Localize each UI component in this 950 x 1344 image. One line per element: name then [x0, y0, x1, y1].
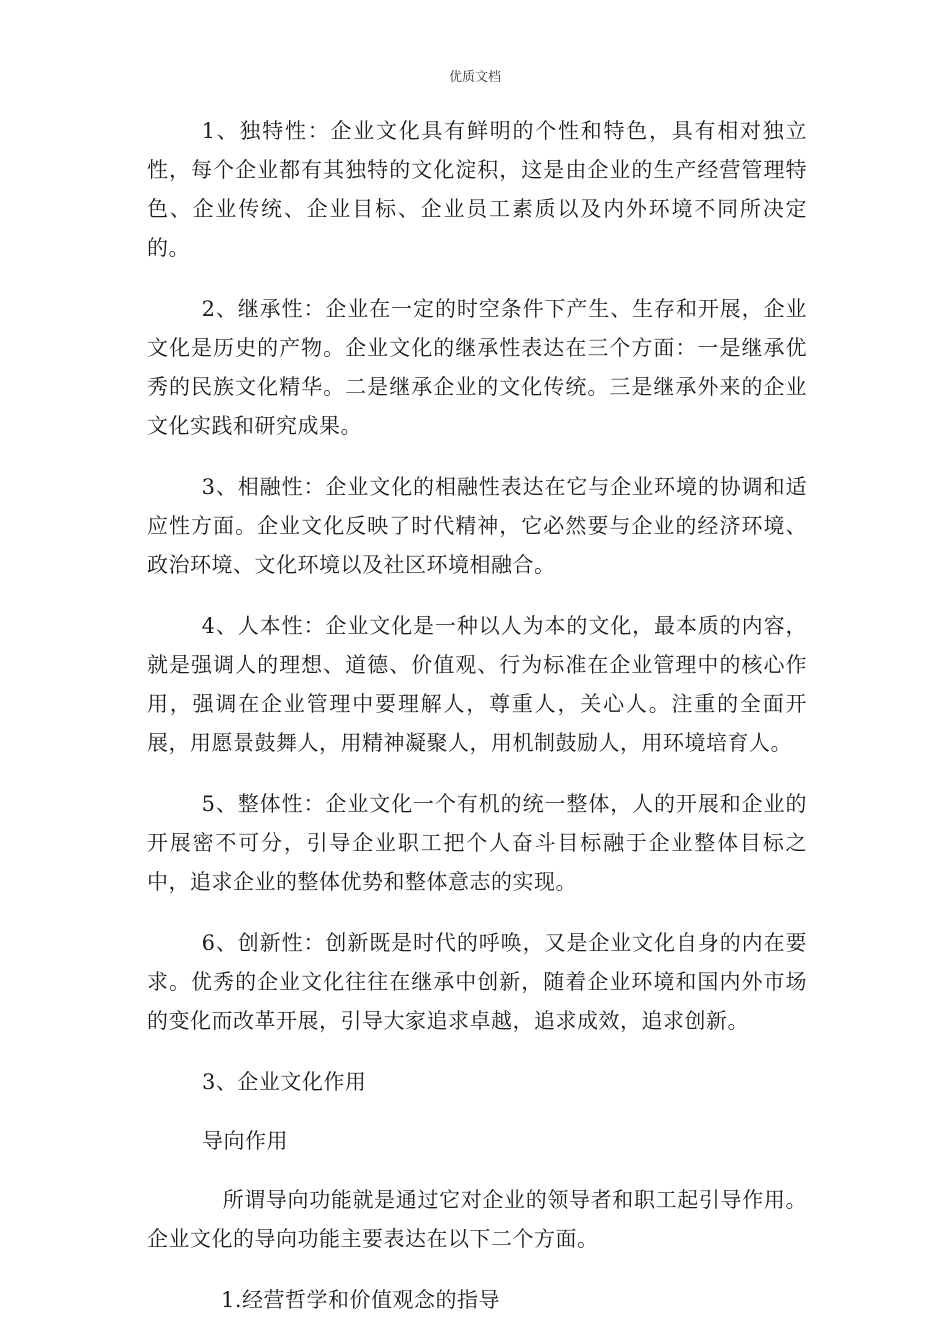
page-header: 优质文档 — [448, 70, 501, 85]
section-heading: 3、企业文化作用 — [202, 1070, 367, 1094]
list-item: 1.经营哲学和价值观念的指导 — [221, 1288, 501, 1312]
paragraph-humanism: 4、人本性：企业文化是一种以人为本的文化，最本质的内容，就是强调人的理想、道德、价值观、行为标准在企业管理中的核心作用，强调在企业管理中要理解人，尊重人，关心人。注重的全面开展，用愿景鼓舞人，用精神凝聚人，用机制鼓励人，用环境培育人。 — [147, 614, 807, 755]
document-body — [147, 112, 807, 1340]
paragraph-inheritance: 2、继承性：企业在一定的时空条件下产生、生存和开展，企业文化是历史的产物。企业文化的继承性表达在三个方面：一是继承优秀的民族文化精华。二是继承企业的文化传统。三是继承外来的企业文化实践和研究成果。 — [147, 297, 807, 438]
guide-paragraph: 所谓导向功能就是通过它对企业的领导者和职工起引导作用。企业文化的导向功能主要表达在以下二个方面。 — [147, 1188, 807, 1251]
paragraph-compatibility: 3、相融性：企业文化的相融性表达在它与企业环境的协调和适应性方面。企业文化反映了时代精神，它必然要与企业的经济环境、政治环境、文化环境以及社区环境相融合。 — [147, 475, 807, 577]
paragraph-innovation: 6、创新性：创新既是时代的呼唤，又是企业文化自身的内在要求。优秀的企业文化往往在继承中创新，随着企业环境和国内外市场的变化而改革开展，引导大家追求卓越，追求成效，追求创新。 — [147, 931, 807, 1033]
paragraph-uniqueness: 1、独特性：企业文化具有鲜明的个性和特色，具有相对独立性，每个企业都有其独特的文化淀积，这是由企业的生产经营管理特色、企业传统、企业目标、企业员工素质以及内外环境不同所决定的。 — [147, 119, 807, 260]
sub-heading: 导向作用 — [202, 1129, 288, 1153]
paragraph-integrity: 5、整体性：企业文化一个有机的统一整体，人的开展和企业的开展密不可分，引导企业职工把个人奋斗目标融于企业整体目标之中，追求企业的整体优势和整体意志的实现。 — [147, 792, 807, 894]
